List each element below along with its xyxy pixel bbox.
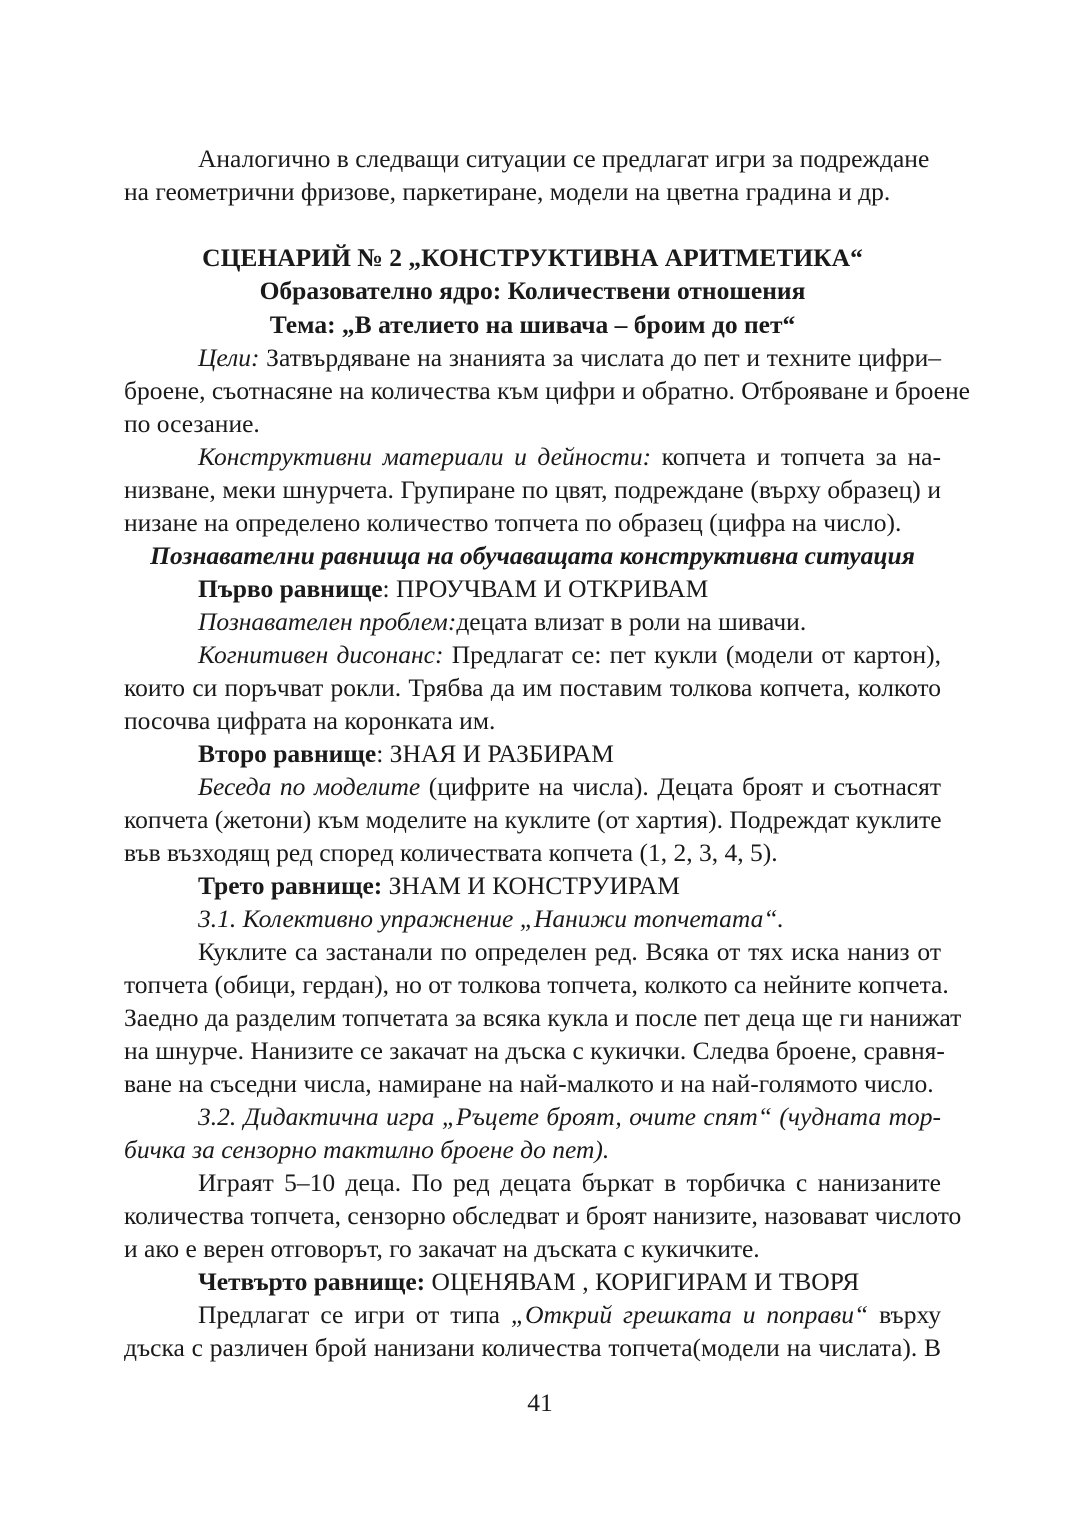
goals-line-1: Цели: Затвърдяване на знанията за числата до пет и техните цифри– — [198, 343, 941, 372]
cognitive-problem: Познавателен проблем:децата влизат в роли на шивачи. — [198, 607, 807, 636]
level-1-label: Първо равнище — [198, 574, 383, 603]
materials-line-2: низване, меки шнурчета. Групиране по цвят, подреждане (върху образец) и — [124, 475, 941, 504]
exercise-2-line-2: количества топчета, сензорно обследват и броят нанизите, назовават числото — [124, 1201, 962, 1230]
talk-label: Беседа по моделите — [198, 772, 421, 801]
exercise-2-line-3: и ако е верен отговорът, го закачат на дъската с кукичките. — [124, 1234, 760, 1263]
level-2-label: Второ равнище — [198, 739, 377, 768]
level-4-line-1: Предлагат се игри от типа „Открий грешката и поправи“ върху — [198, 1300, 941, 1329]
exercise-1-line-3: Заедно да разделим топчетата за всяка кукла и после пет деца ще ги нанижат — [124, 1003, 962, 1032]
dissonance-line-3: посочва цифрата на коронката им. — [124, 706, 496, 735]
level-3-label: Трето равнище: — [198, 871, 383, 900]
intro-line-1: Аналогично в следващи ситуации се предлагат игри за подреждане — [198, 144, 930, 173]
talk-line-1: Беседа по моделите (цифрите на числа). Децата броят и съотнасят — [198, 772, 941, 801]
intro-line-2: на геометрични фризове, паркетиране, модели на цветна градина и др. — [124, 177, 891, 206]
exercise-1-line-2: топчета (обици, гердан), но от толкова топчета, колкото са нейните копчета. — [124, 970, 949, 999]
dissonance-label: Когнитивен дисонанс: — [198, 640, 444, 669]
goals-line-2: броене, съотнасяне на количества към цифри и обратно. Отброяване и броене — [124, 376, 970, 405]
level-4-line-2: дъска с различен брой нанизани количества топчета(модели на числата). В — [124, 1333, 941, 1362]
exercise-1-line-5: ване на съседни числа, намиране на най-малкото и на най-голямото число. — [124, 1069, 934, 1098]
exercise-2-title-line-1: 3.2. Дидактична игра „Ръцете броят, очите спят“ (чудната тор- — [198, 1102, 941, 1131]
dissonance-line-1: Когнитивен дисонанс: Предлагат се: пет кукли (модели от картон), — [198, 640, 941, 669]
problem-label: Познавателен проблем: — [198, 607, 457, 636]
talk-line-2: копчета (жетони) към моделите на куклите (от хартия). Подреждат куклите — [124, 805, 942, 834]
scenario-title: СЦЕНАРИЙ № 2 „КОНСТРУКТИВНА АРИТМЕТИКА“ — [202, 243, 863, 272]
goals-line-3: по осезание. — [124, 409, 260, 438]
level-1-heading: Първо равнище: ПРОУЧВАМ И ОТКРИВАМ — [198, 574, 709, 603]
exercise-1-line-4: на шнурче. Нанизите се закачат на дъска с кукички. Следва броене, сравня- — [124, 1036, 945, 1065]
lesson-theme: Тема: „В ателието на шивача – броим до пет“ — [269, 310, 796, 339]
exercise-2-title-line-2: бичка за сензорно тактилно броене до пет). — [124, 1135, 610, 1164]
levels-title: Познавателни равнища на обучаващата конструктивна ситуация — [150, 541, 915, 570]
level-3-heading: Трето равнище: ЗНАМ И КОНСТРУИРАМ — [198, 871, 680, 900]
materials-label: Конструктивни материали и дейности: — [198, 442, 652, 471]
materials-line-1: Конструктивни материали и дейности: копчета и топчета за на- — [198, 442, 941, 471]
page-number: 41 — [527, 1388, 553, 1417]
level-4-heading: Четвърто равнище: ОЦЕНЯВАМ , КОРИГИРАМ И ТВОРЯ — [198, 1267, 860, 1296]
educational-core: Образователно ядро: Количествени отношения — [259, 276, 806, 305]
dissonance-line-2: които си поръчват рокли. Трябва да им поставим толкова копчета, колкото — [124, 673, 941, 702]
exercise-1-line-1: Куклите са застанали по определен ред. Всяка от тях иска наниз от — [198, 937, 941, 966]
level-4-label: Четвърто равнище: — [198, 1267, 426, 1296]
level-2-heading: Второ равнище: ЗНАЯ И РАЗБИРАМ — [198, 739, 614, 768]
talk-line-3: във възходящ ред според количествата копчета (1, 2, 3, 4, 5). — [124, 838, 778, 867]
goals-label: Цели: — [198, 343, 260, 372]
exercise-1-title: 3.1. Колективно упражнение „Нанижи топчетата“. — [198, 904, 784, 933]
game-name: „Открий грешката и поправи“ — [510, 1300, 869, 1329]
materials-line-3: низане на определено количество топчета по образец (цифра на число). — [124, 508, 902, 537]
exercise-2-line-1: Играят 5–10 деца. По ред децата бъркат в торбичка с нанизаните — [198, 1168, 941, 1197]
